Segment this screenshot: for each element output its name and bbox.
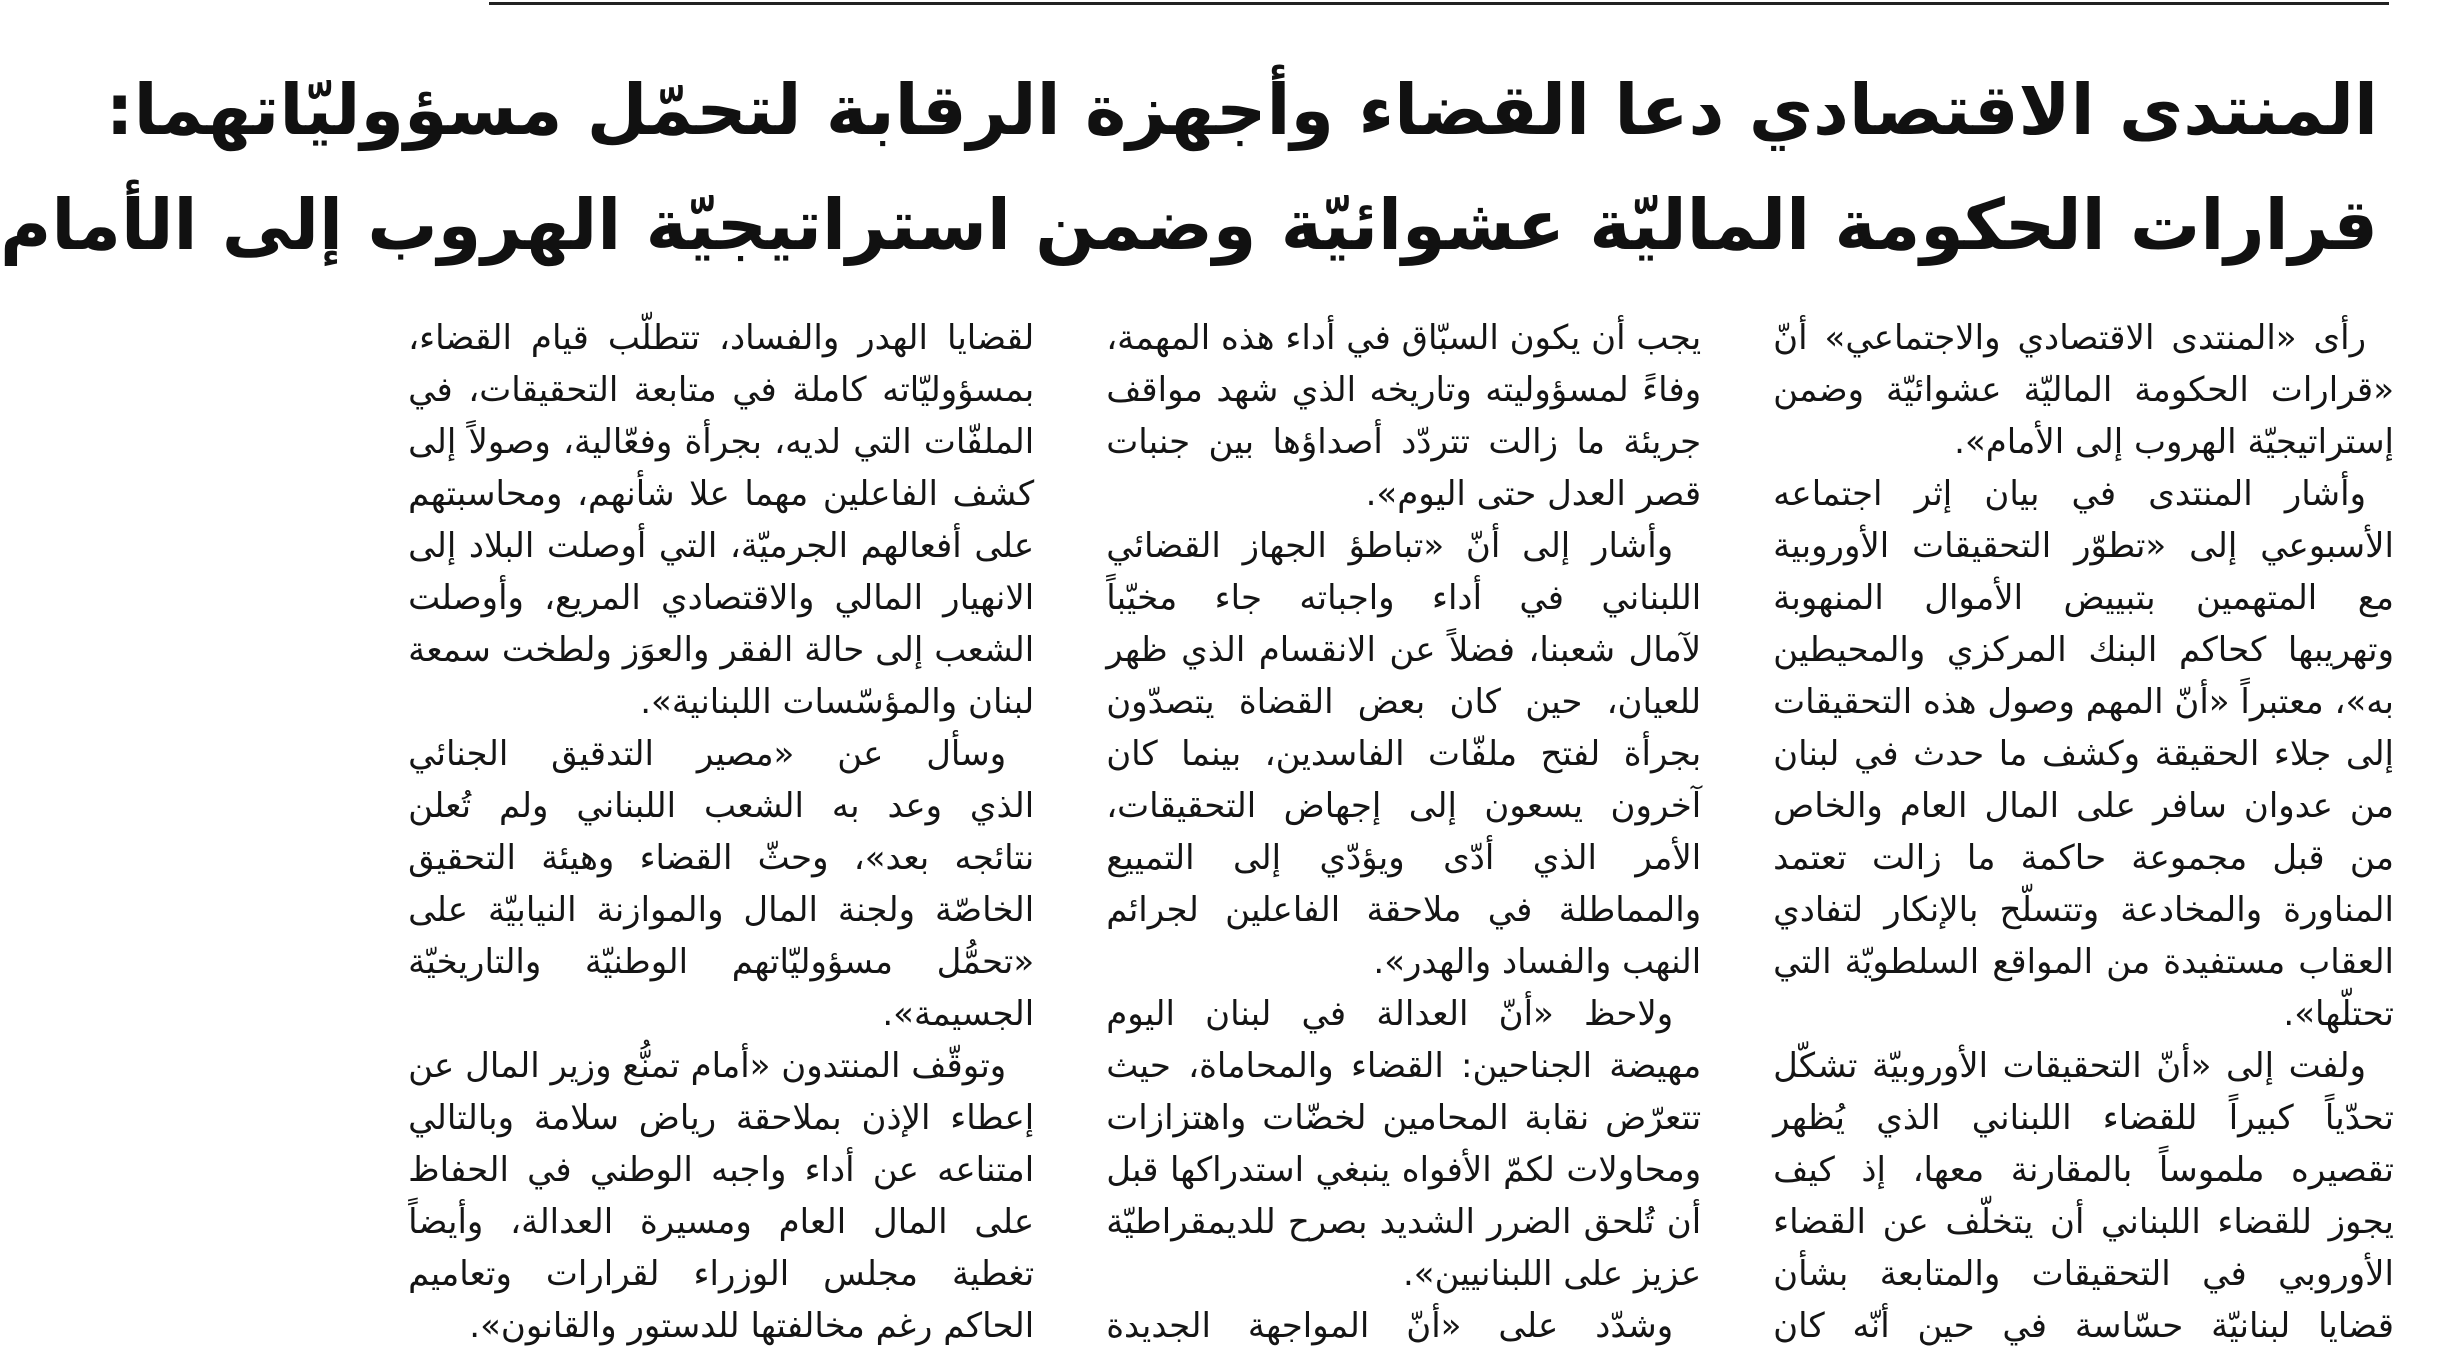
article-text-line: بجرأة لفتح ملفّات الفاسدين، بينما كان (1106, 734, 1702, 774)
article-text-line: نتائجه بعد»، وحثّ القضاء وهيئة التحقيق (408, 838, 1035, 878)
article-text-line: على المال العام ومسيرة العدالة، وأيضاً (408, 1202, 1035, 1242)
article-column-left (408, 312, 1035, 1346)
article-text-line: وتهريبها كحاكم البنك المركزي والمحيطين (1773, 630, 2394, 670)
article-text-line: الانهيار المالي والاقتصادي المريع، وأوصلت (408, 578, 1035, 618)
article-text-line: تحدّياً كبيراً للقضاء اللبناني الذي يُظهر (1773, 1098, 2394, 1138)
article-text-line: المناورة والمخادعة وتتسلّح بالإنكار لتفادي (1773, 890, 2394, 930)
article-text-line: تقصيره ملموساً بالمقارنة معها، إذ كيف (1773, 1150, 2394, 1190)
article-text-line: اللبناني في أداء واجباته جاء مخيّباً (1106, 578, 1702, 618)
article-text-line: الملفّات التي لديه، بجرأة وفعّالية، وصولاً إلى (408, 422, 1035, 462)
article-text-line: رأى «المنتدى الاقتصادي والاجتماعي» أنّ (1773, 318, 2366, 358)
article-text-line: ولفت إلى «أنّ التحقيقات الأوروبيّة تشكّل (1773, 1046, 2366, 1086)
article-text-line: امتناعه عن أداء واجبه الوطني في الحفاظ (408, 1150, 1035, 1190)
article-text-line: به»، معتبراً «أنّ المهم وصول هذه التحقيقات (1773, 682, 2394, 722)
article-text-line: النهب والفساد والهدر». (1373, 942, 1702, 982)
article-text-line: «قرارات الحكومة الماليّة عشوائيّة وضمن (1773, 370, 2394, 410)
article-text-line: عزيز على اللبنانيين». (1402, 1254, 1702, 1294)
article-text-line: يجوز للقضاء اللبناني أن يتخلّف عن القضاء (1773, 1202, 2394, 1242)
article-text-line: وأشار المنتدى في بيان إثر اجتماعه (1773, 474, 2366, 514)
article-text-line: كشف الفاعلين مهما علا شأنهم، ومحاسبتهم (408, 474, 1035, 514)
headline-line-2: قرارات الحكومة الماليّة عشوائيّة وضمن استراتيجيّة الهروب إلى الأمام (0, 184, 2378, 266)
article-text-line: العقاب مستفيدة من المواقع السلطويّة التي (1773, 942, 2394, 982)
article-column-right (1773, 312, 2394, 1346)
article-text-line: الحاكم رغم مخالفتها للدستور والقانون». (469, 1306, 1035, 1346)
article-column-middle (1106, 312, 1702, 1346)
article-text-line: لقضايا الهدر والفساد، تتطلّب قيام القضاء، (408, 318, 1035, 358)
headline-line-1: المنتدى الاقتصادي دعا القضاء وأجهزة الرقابة لتحمّل مسؤوليّاتهما: (105, 69, 2378, 151)
top-rule (489, 2, 2389, 5)
article-text-line: لبنان والمؤسّسات اللبنانية». (640, 682, 1035, 722)
article-text-line: أن تُلحق الضرر الشديد بصرح للديمقراطيّة (1106, 1202, 1702, 1242)
article-text-line: وأشار إلى أنّ «تباطؤ الجهاز القضائي (1106, 526, 1674, 566)
article-text-line: «تحمُّل مسؤوليّاتهم الوطنيّة والتاريخيّة (408, 942, 1035, 982)
article-text-line: إعطاء الإذن بملاحقة رياض سلامة وبالتالي (408, 1098, 1035, 1138)
article-text-line: ولاحظ «أنّ العدالة في لبنان اليوم (1106, 994, 1674, 1034)
article-text-line: الجسيمة». (882, 994, 1035, 1034)
article-text-line: جريئة ما زالت تتردّد أصداؤها بين جنبات (1106, 422, 1702, 462)
article-body (408, 312, 2394, 1346)
article-text-line: تحتلّها». (2283, 994, 2394, 1034)
article-text-line: يجب أن يكون السبّاق في أداء هذه المهمة، (1106, 318, 1702, 358)
article-text-line: لآمال شعبنا، فضلاً عن الانقسام الذي ظهر (1106, 630, 1702, 670)
article-text-line: قصر العدل حتى اليوم». (1365, 474, 1702, 514)
article-text-line: بمسؤوليّاته كاملة في متابعة التحقيقات، في (408, 370, 1035, 410)
article-text-line: آخرون يسعون إلى إجهاض التحقيقات، (1106, 786, 1702, 826)
article-text-line: وفاءً لمسؤوليته وتاريخه الذي شهد مواقف (1106, 370, 1702, 410)
article-text-line: الأسبوعي إلى «تطوّر التحقيقات الأوروبية (1773, 526, 2394, 566)
article-text-line: الخاصّة ولجنة المال والموازنة النيابيّة على (408, 890, 1035, 930)
article-text-line: الذي وعد به الشعب اللبناني ولم تُعلن (408, 786, 1035, 826)
article-text-line: مهيضة الجناحين: القضاء والمحاماة، حيث (1106, 1046, 1702, 1086)
article-text-line: للعيان، حين كان بعض القضاة يتصدّون (1106, 682, 1702, 722)
article-text-line: الشعب إلى حالة الفقر والعوَز ولطخت سمعة (408, 630, 1035, 670)
article-text-line: وسأل عن «مصير التدقيق الجنائي (408, 734, 1007, 774)
article-text-line: وتوقّف المنتدون «أمام تمنُّع وزير المال عن (408, 1046, 1007, 1086)
article-text-line: تتعرّض نقابة المحامين لخضّات واهتزازات (1106, 1098, 1702, 1138)
article-text-line: تغطية مجلس الوزراء لقرارات وتعاميم (408, 1254, 1035, 1294)
article-text-line: مع المتهمين بتبييض الأموال المنهوبة (1773, 578, 2394, 618)
article-text-line: إستراتيجيّة الهروب إلى الأمام». (1954, 422, 2394, 462)
article-text-line: من قبل مجموعة حاكمة ما زالت تعتمد (1773, 838, 2394, 878)
article-text-line: الأوروبي في التحقيقات والمتابعة بشأن (1773, 1254, 2394, 1294)
article-text-line: وشدّد على «أنّ المواجهة الجديدة (1106, 1306, 1674, 1346)
article-text-line: الأمر الذي أدّى ويؤدّي إلى التمييع (1106, 838, 1702, 878)
article-text-line: من عدوان سافر على المال العام والخاص (1773, 786, 2394, 826)
article-text-line: ومحاولات لكمّ الأفواه ينبغي استدراكها قبل (1106, 1150, 1702, 1190)
article-text-line: على أفعالهم الجرميّة، التي أوصلت البلاد إلى (408, 526, 1035, 566)
article-text-line: إلى جلاء الحقيقة وكشف ما حدث في لبنان (1773, 734, 2394, 774)
article-text-line: قضايا لبنانيّة حسّاسة في حين أنّه كان (1773, 1306, 2394, 1346)
article-text-line: والمماطلة في ملاحقة الفاعلين لجرائم (1106, 890, 1702, 930)
